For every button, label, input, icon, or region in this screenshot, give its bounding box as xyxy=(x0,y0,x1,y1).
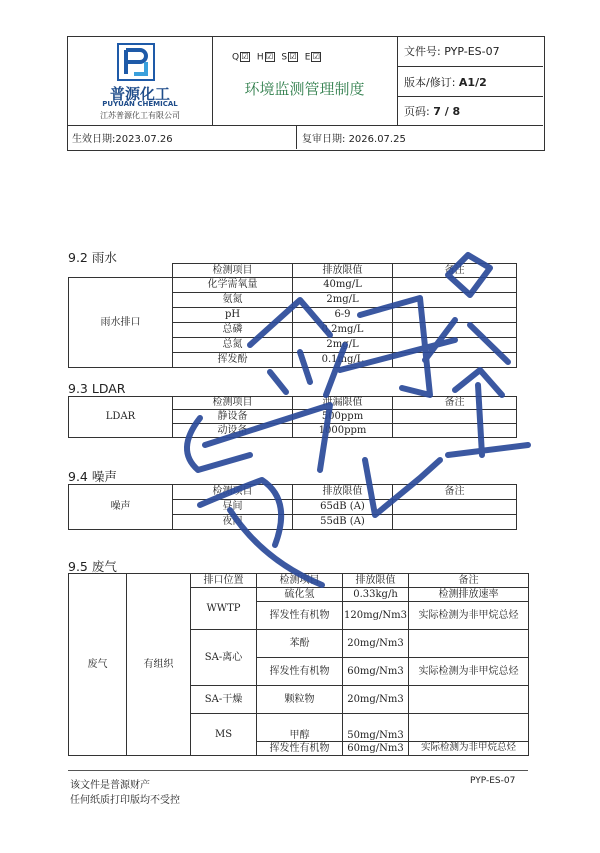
limit-cell: 2mg/L xyxy=(293,338,393,353)
type-cell: 有组织 xyxy=(127,574,191,756)
section-title-rain: 9.2 雨水 xyxy=(68,250,117,265)
note-cell xyxy=(393,308,517,323)
rain-table xyxy=(68,263,517,368)
note-cell xyxy=(393,515,517,530)
header-cell: 备注 xyxy=(393,485,517,500)
review-date: 复审日期: 2026.07.25 xyxy=(302,134,406,145)
header-cell: 检测项目 xyxy=(173,397,293,410)
item-cell: 苯酚 xyxy=(257,630,343,658)
location-cell: 雨水排口 xyxy=(69,278,173,368)
note-cell xyxy=(393,293,517,308)
limit-cell: 0.2mg/L xyxy=(293,323,393,338)
item-cell: 昼间 xyxy=(173,500,293,515)
outlet-cell: SA-干燥 xyxy=(191,686,257,714)
note-cell xyxy=(409,714,529,742)
document-title: 环境监测管理制度 xyxy=(244,80,365,98)
item-cell: 挥发性有机物 xyxy=(257,742,343,756)
note-cell xyxy=(409,630,529,658)
category-cell: 废气 xyxy=(69,574,127,756)
note-cell: 检测排放速率 xyxy=(409,588,529,602)
outlet-cell: WWTP xyxy=(191,588,257,630)
section-title-noise: 9.4 噪声 xyxy=(68,469,117,484)
checkbox-icon: ☑ xyxy=(241,52,249,61)
limit-cell: 120mg/Nm3 xyxy=(343,602,409,630)
noise-table xyxy=(68,484,517,530)
note-cell: 实际检测为非甲烷总烃 xyxy=(409,658,529,686)
checkbox-icon: ☑ xyxy=(289,52,297,61)
header-cell: 备注 xyxy=(409,574,529,588)
item-cell: 颗粒物 xyxy=(257,686,343,714)
item-cell: 硫化氢 xyxy=(257,588,343,602)
limit-cell: 20mg/Nm3 xyxy=(343,630,409,658)
gas-table xyxy=(68,573,529,756)
note-cell xyxy=(393,410,517,424)
section-title-gas: 9.5 废气 xyxy=(68,559,117,574)
note-cell: 实际检测为非甲烷总烃 xyxy=(409,602,529,630)
footer-property-notice: 该文件是普源财产 xyxy=(70,780,150,791)
header-cell: 泄漏限值 xyxy=(293,397,393,410)
company-short-name: 普源化工 xyxy=(109,85,170,103)
header-cell: 检测项目 xyxy=(173,485,293,500)
item-cell: 挥发性有机物 xyxy=(257,602,343,630)
limit-cell: 55dB (A) xyxy=(293,515,393,530)
limit-cell: 0.1mg/L xyxy=(293,353,393,368)
header-cell: 备注 xyxy=(393,397,517,410)
limit-cell: 60mg/Nm3 xyxy=(343,742,409,756)
location-cell: 噪声 xyxy=(69,485,173,530)
footer-doc-number: PYP-ES-07 xyxy=(470,776,516,786)
note-cell: 实际检测为非甲烷总烃 xyxy=(409,742,529,756)
limit-cell: 40mg/L xyxy=(293,278,393,293)
note-cell xyxy=(393,353,517,368)
item-cell: pH xyxy=(173,308,293,323)
doc-number: 文件号: PYP-ES-07 xyxy=(404,45,500,58)
header-cell: 备注 xyxy=(393,264,517,278)
checkbox-icon: ☑ xyxy=(312,52,321,61)
page-number: 页码: 7 / 8 xyxy=(404,105,461,118)
item-cell: 总磷 xyxy=(173,323,293,338)
header-cell: 排口位置 xyxy=(191,574,257,588)
header-cell: 排放限值 xyxy=(293,485,393,500)
item-cell: 动设备 xyxy=(173,424,293,438)
effective-date: 生效日期:2023.07.26 xyxy=(72,134,173,145)
limit-cell: 50mg/Nm3 xyxy=(343,714,409,742)
item-cell: 挥发酚 xyxy=(173,353,293,368)
header-cell: 检测项目 xyxy=(173,264,293,278)
checkbox-icon: ☑ xyxy=(266,52,274,61)
limit-cell: 20mg/Nm3 xyxy=(343,686,409,714)
ldar-table xyxy=(68,396,517,438)
version: 版本/修订: A1/2 xyxy=(404,76,487,89)
qhse-checkboxes: Q ☑ H ☑ S ☑ E ☑ xyxy=(232,52,321,63)
limit-cell: 0.33kg/h xyxy=(343,588,409,602)
company-full-name: 江苏普源化工有限公司 xyxy=(100,111,180,120)
footer-divider xyxy=(68,770,528,771)
section-title-ldar: 9.3 LDAR xyxy=(68,381,126,396)
item-cell: 静设备 xyxy=(173,410,293,424)
company-logo xyxy=(116,42,156,86)
limit-cell: 1000ppm xyxy=(293,424,393,438)
limit-cell: 6-9 xyxy=(293,308,393,323)
outlet-cell: SA-离心 xyxy=(191,630,257,686)
location-cell: LDAR xyxy=(69,397,173,438)
item-cell: 挥发性有机物 xyxy=(257,658,343,686)
note-cell xyxy=(393,338,517,353)
item-cell: 夜间 xyxy=(173,515,293,530)
limit-cell: 65dB (A) xyxy=(293,500,393,515)
header-cell: 排放限值 xyxy=(293,264,393,278)
item-cell: 氨氮 xyxy=(173,293,293,308)
outlet-cell: MS xyxy=(191,714,257,756)
footer-uncontrolled-notice: 任何纸质打印版均不受控 xyxy=(70,795,180,806)
note-cell xyxy=(393,500,517,515)
note-cell xyxy=(409,686,529,714)
header-cell: 检测项目 xyxy=(257,574,343,588)
note-cell xyxy=(393,424,517,438)
note-cell xyxy=(393,278,517,293)
note-cell xyxy=(393,323,517,338)
limit-cell: 500ppm xyxy=(293,410,393,424)
limit-cell: 2mg/L xyxy=(293,293,393,308)
item-cell: 化学需氧量 xyxy=(173,278,293,293)
header-cell: 排放限值 xyxy=(343,574,409,588)
item-cell: 甲醇 xyxy=(257,714,343,742)
item-cell: 总氮 xyxy=(173,338,293,353)
company-english-name: PUYUAN CHEMICAL xyxy=(102,100,178,108)
limit-cell: 60mg/Nm3 xyxy=(343,658,409,686)
